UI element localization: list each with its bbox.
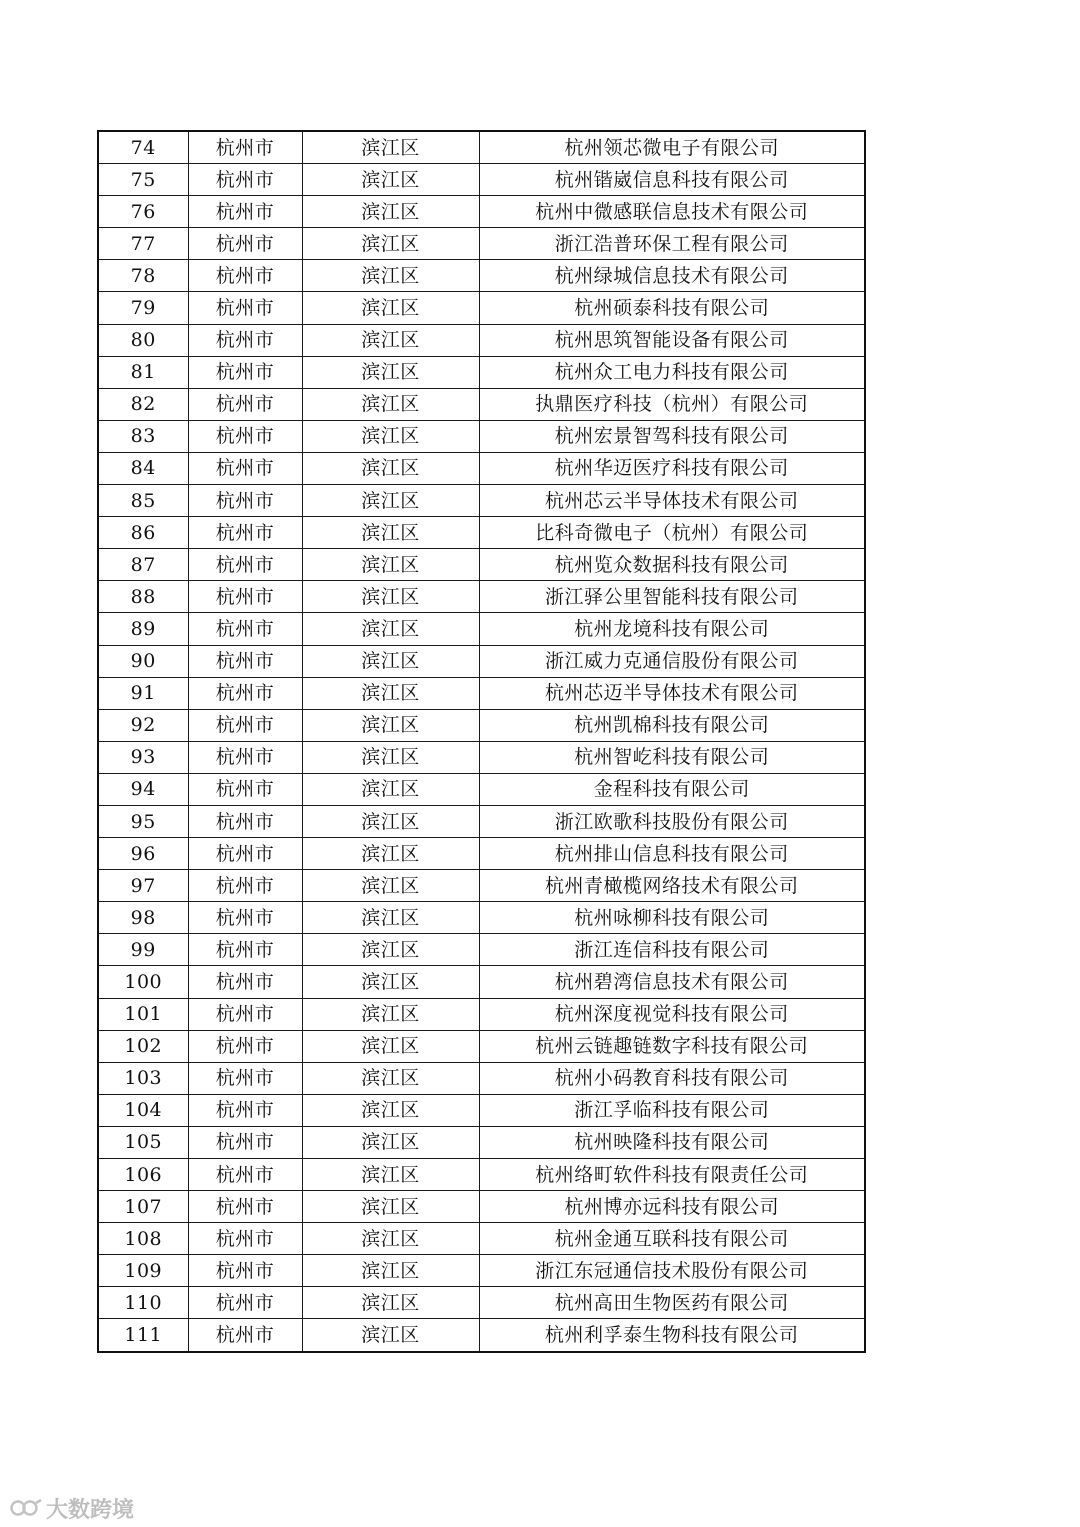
company-name-cell: 杭州利孚泰生物科技有限公司 bbox=[479, 1319, 865, 1352]
district-cell: 滨江区 bbox=[302, 164, 479, 196]
row-number-cell: 85 bbox=[98, 485, 188, 517]
district-cell: 滨江区 bbox=[302, 1126, 479, 1158]
district-cell: 滨江区 bbox=[302, 870, 479, 902]
row-number-cell: 75 bbox=[98, 164, 188, 196]
row-number-cell: 81 bbox=[98, 356, 188, 388]
company-name-cell: 杭州排山信息科技有限公司 bbox=[479, 838, 865, 870]
district-cell: 滨江区 bbox=[302, 1287, 479, 1319]
company-name-cell: 杭州领芯微电子有限公司 bbox=[479, 131, 865, 164]
table-row bbox=[98, 1287, 865, 1319]
company-name-cell: 杭州芯迈半导体技术有限公司 bbox=[479, 677, 865, 709]
company-name-cell: 杭州芯云半导体技术有限公司 bbox=[479, 485, 865, 517]
company-name-cell: 杭州思筑智能设备有限公司 bbox=[479, 324, 865, 356]
city-cell: 杭州市 bbox=[188, 805, 302, 837]
table-row bbox=[98, 1159, 865, 1191]
district-cell: 滨江区 bbox=[302, 1062, 479, 1094]
table-row bbox=[98, 805, 865, 837]
city-cell: 杭州市 bbox=[188, 870, 302, 902]
city-cell: 杭州市 bbox=[188, 902, 302, 934]
table-row bbox=[98, 292, 865, 324]
district-cell: 滨江区 bbox=[302, 324, 479, 356]
district-cell: 滨江区 bbox=[302, 741, 479, 773]
row-number-cell: 78 bbox=[98, 260, 188, 292]
table-row bbox=[98, 741, 865, 773]
city-cell: 杭州市 bbox=[188, 131, 302, 164]
table-row bbox=[98, 838, 865, 870]
table-row bbox=[98, 709, 865, 741]
row-number-cell: 98 bbox=[98, 902, 188, 934]
row-number-cell: 101 bbox=[98, 998, 188, 1030]
table-row bbox=[98, 260, 865, 292]
row-number-cell: 88 bbox=[98, 581, 188, 613]
table-row bbox=[98, 1030, 865, 1062]
table-row bbox=[98, 934, 865, 966]
row-number-cell: 89 bbox=[98, 613, 188, 645]
row-number-cell: 104 bbox=[98, 1094, 188, 1126]
city-cell: 杭州市 bbox=[188, 709, 302, 741]
city-cell: 杭州市 bbox=[188, 292, 302, 324]
district-cell: 滨江区 bbox=[302, 838, 479, 870]
row-number-cell: 74 bbox=[98, 131, 188, 164]
district-cell: 滨江区 bbox=[302, 902, 479, 934]
row-number-cell: 96 bbox=[98, 838, 188, 870]
city-cell: 杭州市 bbox=[188, 196, 302, 228]
company-name-cell: 杭州智屹科技有限公司 bbox=[479, 741, 865, 773]
district-cell: 滨江区 bbox=[302, 1159, 479, 1191]
district-cell: 滨江区 bbox=[302, 1094, 479, 1126]
company-name-cell: 杭州青橄榄网络技术有限公司 bbox=[479, 870, 865, 902]
city-cell: 杭州市 bbox=[188, 581, 302, 613]
district-cell: 滨江区 bbox=[302, 388, 479, 420]
city-cell: 杭州市 bbox=[188, 485, 302, 517]
district-cell: 滨江区 bbox=[302, 356, 479, 388]
company-name-cell: 金程科技有限公司 bbox=[479, 773, 865, 805]
table-row bbox=[98, 485, 865, 517]
table-row bbox=[98, 773, 865, 805]
district-cell: 滨江区 bbox=[302, 1319, 479, 1352]
logo-icon bbox=[10, 1497, 42, 1519]
table-row bbox=[98, 1191, 865, 1223]
company-name-cell: 杭州龙境科技有限公司 bbox=[479, 613, 865, 645]
row-number-cell: 82 bbox=[98, 388, 188, 420]
city-cell: 杭州市 bbox=[188, 934, 302, 966]
table-row bbox=[98, 645, 865, 677]
table-row bbox=[98, 998, 865, 1030]
city-cell: 杭州市 bbox=[188, 324, 302, 356]
table-row bbox=[98, 1223, 865, 1255]
row-number-cell: 87 bbox=[98, 549, 188, 581]
company-name-cell: 浙江欧歌科技股份有限公司 bbox=[479, 805, 865, 837]
city-cell: 杭州市 bbox=[188, 517, 302, 549]
company-name-cell: 浙江连信科技有限公司 bbox=[479, 934, 865, 966]
table-row bbox=[98, 356, 865, 388]
company-name-cell: 杭州宏景智驾科技有限公司 bbox=[479, 420, 865, 452]
district-cell: 滨江区 bbox=[302, 1191, 479, 1223]
district-cell: 滨江区 bbox=[302, 773, 479, 805]
city-cell: 杭州市 bbox=[188, 260, 302, 292]
company-name-cell: 杭州中微感联信息技术有限公司 bbox=[479, 196, 865, 228]
company-name-cell: 杭州凯棉科技有限公司 bbox=[479, 709, 865, 741]
row-number-cell: 86 bbox=[98, 517, 188, 549]
row-number-cell: 110 bbox=[98, 1287, 188, 1319]
city-cell: 杭州市 bbox=[188, 452, 302, 484]
row-number-cell: 95 bbox=[98, 805, 188, 837]
row-number-cell: 103 bbox=[98, 1062, 188, 1094]
row-number-cell: 77 bbox=[98, 228, 188, 260]
table-row bbox=[98, 1255, 865, 1287]
company-name-cell: 杭州博亦远科技有限公司 bbox=[479, 1191, 865, 1223]
table-row bbox=[98, 1094, 865, 1126]
table-row bbox=[98, 870, 865, 902]
row-number-cell: 99 bbox=[98, 934, 188, 966]
company-name-cell: 杭州碧湾信息技术有限公司 bbox=[479, 966, 865, 998]
row-number-cell: 106 bbox=[98, 1159, 188, 1191]
table-row bbox=[98, 228, 865, 260]
city-cell: 杭州市 bbox=[188, 1159, 302, 1191]
district-cell: 滨江区 bbox=[302, 196, 479, 228]
district-cell: 滨江区 bbox=[302, 452, 479, 484]
company-name-cell: 杭州络町软件科技有限责任公司 bbox=[479, 1159, 865, 1191]
district-cell: 滨江区 bbox=[302, 485, 479, 517]
company-name-cell: 比科奇微电子（杭州）有限公司 bbox=[479, 517, 865, 549]
city-cell: 杭州市 bbox=[188, 613, 302, 645]
company-name-cell: 杭州锴崴信息科技有限公司 bbox=[479, 164, 865, 196]
city-cell: 杭州市 bbox=[188, 420, 302, 452]
city-cell: 杭州市 bbox=[188, 356, 302, 388]
city-cell: 杭州市 bbox=[188, 1126, 302, 1158]
city-cell: 杭州市 bbox=[188, 1062, 302, 1094]
row-number-cell: 80 bbox=[98, 324, 188, 356]
row-number-cell: 94 bbox=[98, 773, 188, 805]
city-cell: 杭州市 bbox=[188, 1191, 302, 1223]
watermark bbox=[10, 1493, 134, 1523]
table-row bbox=[98, 1319, 865, 1352]
row-number-cell: 79 bbox=[98, 292, 188, 324]
company-name-cell: 杭州众工电力科技有限公司 bbox=[479, 356, 865, 388]
district-cell: 滨江区 bbox=[302, 805, 479, 837]
row-number-cell: 107 bbox=[98, 1191, 188, 1223]
table-row bbox=[98, 966, 865, 998]
table-row bbox=[98, 452, 865, 484]
city-cell: 杭州市 bbox=[188, 773, 302, 805]
row-number-cell: 93 bbox=[98, 741, 188, 773]
district-cell: 滨江区 bbox=[302, 549, 479, 581]
district-cell: 滨江区 bbox=[302, 131, 479, 164]
company-name-cell: 浙江孚临科技有限公司 bbox=[479, 1094, 865, 1126]
city-cell: 杭州市 bbox=[188, 1287, 302, 1319]
district-cell: 滨江区 bbox=[302, 1255, 479, 1287]
table-row bbox=[98, 420, 865, 452]
district-cell: 滨江区 bbox=[302, 613, 479, 645]
city-cell: 杭州市 bbox=[188, 645, 302, 677]
table-row bbox=[98, 517, 865, 549]
row-number-cell: 91 bbox=[98, 677, 188, 709]
row-number-cell: 100 bbox=[98, 966, 188, 998]
district-cell: 滨江区 bbox=[302, 260, 479, 292]
city-cell: 杭州市 bbox=[188, 966, 302, 998]
district-cell: 滨江区 bbox=[302, 966, 479, 998]
company-name-cell: 杭州深度视觉科技有限公司 bbox=[479, 998, 865, 1030]
district-cell: 滨江区 bbox=[302, 517, 479, 549]
row-number-cell: 83 bbox=[98, 420, 188, 452]
company-name-cell: 杭州华迈医疗科技有限公司 bbox=[479, 452, 865, 484]
company-name-cell: 杭州云链趣链数字科技有限公司 bbox=[479, 1030, 865, 1062]
company-name-cell: 杭州映隆科技有限公司 bbox=[479, 1126, 865, 1158]
city-cell: 杭州市 bbox=[188, 838, 302, 870]
district-cell: 滨江区 bbox=[302, 228, 479, 260]
district-cell: 滨江区 bbox=[302, 292, 479, 324]
city-cell: 杭州市 bbox=[188, 1094, 302, 1126]
company-name-cell: 杭州咏柳科技有限公司 bbox=[479, 902, 865, 934]
district-cell: 滨江区 bbox=[302, 998, 479, 1030]
company-name-cell: 杭州金通互联科技有限公司 bbox=[479, 1223, 865, 1255]
company-name-cell: 杭州硕泰科技有限公司 bbox=[479, 292, 865, 324]
company-name-cell: 浙江驿公里智能科技有限公司 bbox=[479, 581, 865, 613]
table-row bbox=[98, 1062, 865, 1094]
table-row bbox=[98, 549, 865, 581]
city-cell: 杭州市 bbox=[188, 1255, 302, 1287]
table-row bbox=[98, 196, 865, 228]
company-name-cell: 执鼎医疗科技（杭州）有限公司 bbox=[479, 388, 865, 420]
table-row bbox=[98, 131, 865, 164]
row-number-cell: 105 bbox=[98, 1126, 188, 1158]
city-cell: 杭州市 bbox=[188, 741, 302, 773]
table-row bbox=[98, 324, 865, 356]
table-row bbox=[98, 613, 865, 645]
company-name-cell: 浙江浩普环保工程有限公司 bbox=[479, 228, 865, 260]
city-cell: 杭州市 bbox=[188, 998, 302, 1030]
table-row bbox=[98, 164, 865, 196]
table-row bbox=[98, 388, 865, 420]
watermark-text: 大数跨境 bbox=[46, 1497, 135, 1523]
row-number-cell: 92 bbox=[98, 709, 188, 741]
row-number-cell: 102 bbox=[98, 1030, 188, 1062]
company-name-cell: 杭州高田生物医药有限公司 bbox=[479, 1287, 865, 1319]
city-cell: 杭州市 bbox=[188, 1319, 302, 1352]
table-row bbox=[98, 902, 865, 934]
table-row bbox=[98, 1126, 865, 1158]
district-cell: 滨江区 bbox=[302, 709, 479, 741]
row-number-cell: 76 bbox=[98, 196, 188, 228]
city-cell: 杭州市 bbox=[188, 164, 302, 196]
district-cell: 滨江区 bbox=[302, 677, 479, 709]
company-name-cell: 杭州小码教育科技有限公司 bbox=[479, 1062, 865, 1094]
district-cell: 滨江区 bbox=[302, 420, 479, 452]
city-cell: 杭州市 bbox=[188, 549, 302, 581]
table-row bbox=[98, 581, 865, 613]
row-number-cell: 84 bbox=[98, 452, 188, 484]
district-cell: 滨江区 bbox=[302, 581, 479, 613]
city-cell: 杭州市 bbox=[188, 677, 302, 709]
company-name-cell: 浙江东冠通信技术股份有限公司 bbox=[479, 1255, 865, 1287]
row-number-cell: 109 bbox=[98, 1255, 188, 1287]
district-cell: 滨江区 bbox=[302, 1030, 479, 1062]
district-cell: 滨江区 bbox=[302, 645, 479, 677]
table-row bbox=[98, 677, 865, 709]
city-cell: 杭州市 bbox=[188, 1030, 302, 1062]
company-table bbox=[97, 130, 866, 1353]
city-cell: 杭州市 bbox=[188, 1223, 302, 1255]
row-number-cell: 111 bbox=[98, 1319, 188, 1352]
table-body bbox=[98, 131, 865, 1352]
city-cell: 杭州市 bbox=[188, 388, 302, 420]
city-cell: 杭州市 bbox=[188, 228, 302, 260]
row-number-cell: 97 bbox=[98, 870, 188, 902]
row-number-cell: 90 bbox=[98, 645, 188, 677]
company-name-cell: 杭州绿城信息技术有限公司 bbox=[479, 260, 865, 292]
row-number-cell: 108 bbox=[98, 1223, 188, 1255]
company-name-cell: 杭州览众数据科技有限公司 bbox=[479, 549, 865, 581]
district-cell: 滨江区 bbox=[302, 1223, 479, 1255]
company-name-cell: 浙江威力克通信股份有限公司 bbox=[479, 645, 865, 677]
district-cell: 滨江区 bbox=[302, 934, 479, 966]
